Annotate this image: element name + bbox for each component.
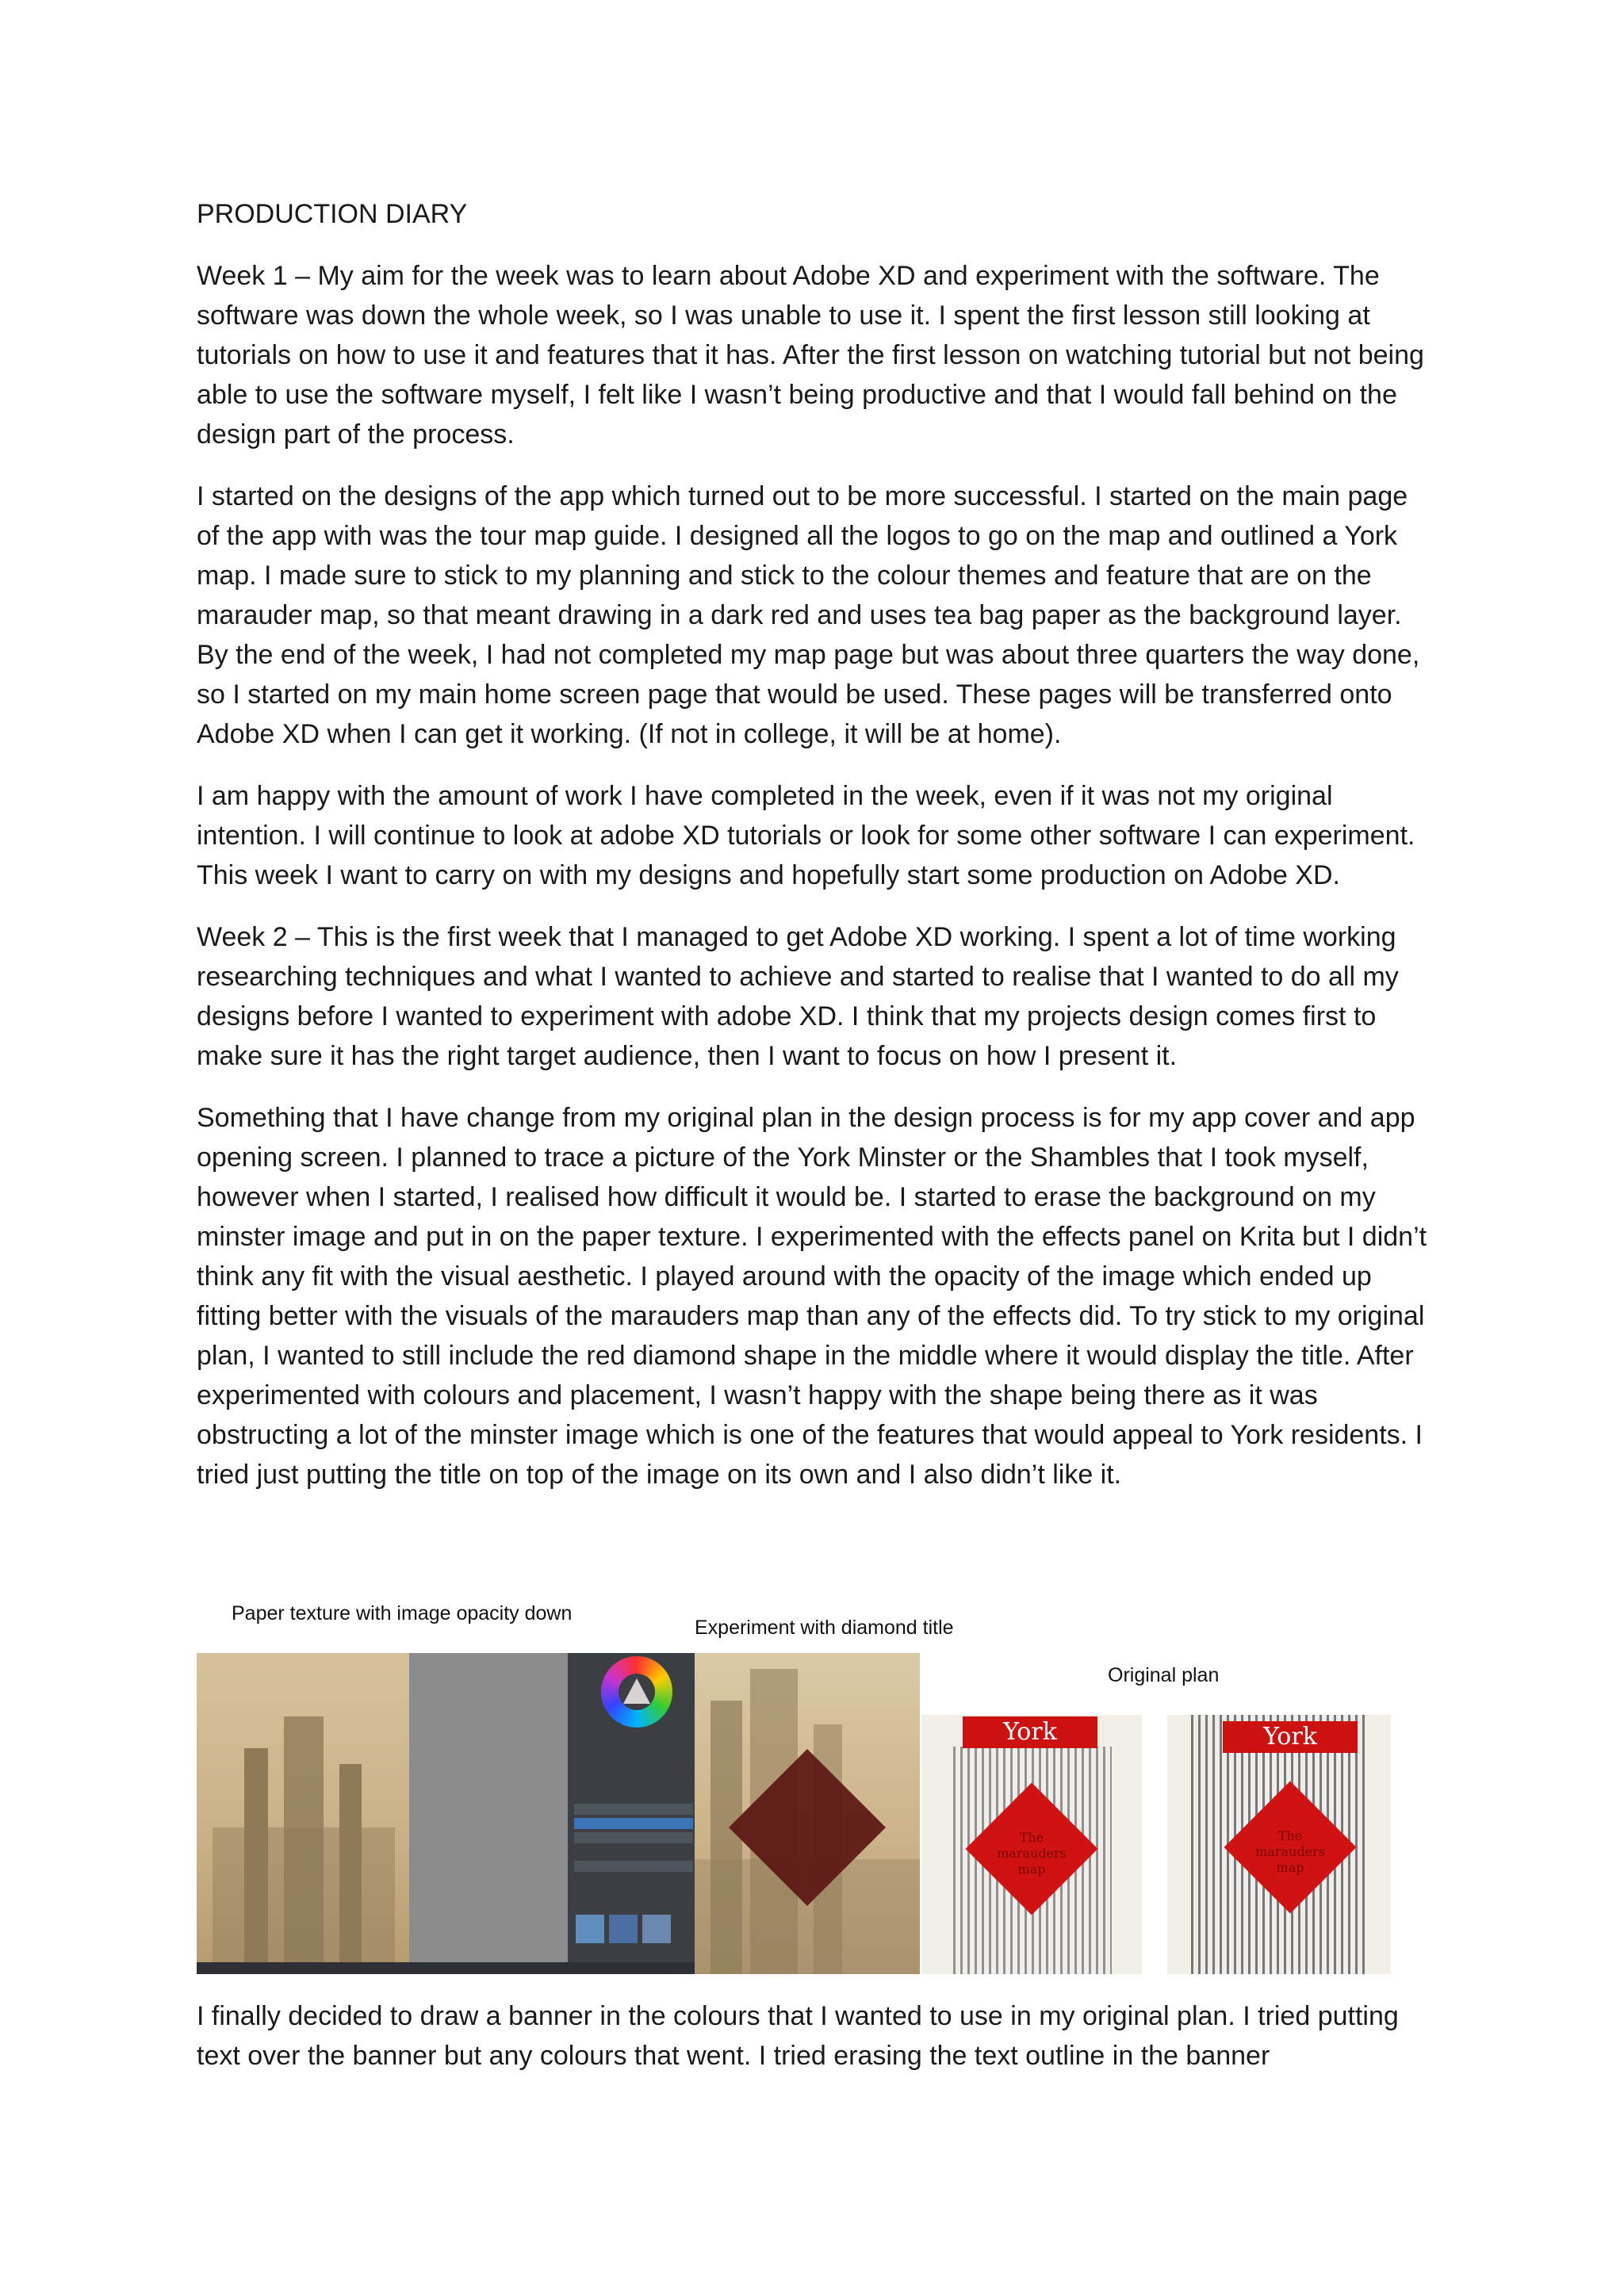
original-plan-image-2 — [1167, 1715, 1391, 1974]
body-text-top — [197, 256, 1434, 1517]
minster-canvas — [197, 1653, 409, 1962]
caption-original-plan: Original plan — [1108, 1664, 1220, 1686]
krita-screenshot-image — [197, 1653, 695, 1974]
paragraph-plan-change: Something that I have change from my original plan in the design process is for my app cover and app opening screen. I planned to trace a picture of the York Minster or the Shambles that I took myself, however when I started, I realised how difficult it would be. I started to erase the background on my minster image and put in on the paper texture. I experimented with the effects panel on Krita but I didn’t think any fit with the visual aesthetic. I played around with the opacity of the image which ended up fitting better with the visuals of the marauders map than any of the effects did. To try stick to my original plan, I wanted to still include the red diamond shape in the middle where it would display the title. After experimented with colours and placement, I wasn’t happy with the shape being there as it was obstructing a lot of the minster image which is one of the features that would appeal to York residents. I tried just putting the title on top of the image on its own and I also didn’t like it. — [197, 1103, 1427, 1490]
diamond-experiment-image — [695, 1653, 920, 1974]
paragraph-week2-intro: Week 2 – This is the first week that I managed to get Adobe XD working. I spent a lot of time working researching techniques and what I wanted to achieve and started to realise that I wanted to do all my designs before I wanted to experiment with adobe XD. I think that my projects design comes first to make sure it has the right target audience, then I want to focus on how I present it. — [197, 922, 1399, 1071]
paragraph-week1-intro: Week 1 – My aim for the week was to learn about Adobe XD and experiment with the software. The software was down the whole week, so I was unable to use it. I spent the first lesson still looking at tutorials on how to use it and features that it has. After the first lesson on watching tutorial but not being able to use the software myself, I felt like I wasn’t being productive and that I would fall behind on the design part of the process. — [197, 261, 1424, 450]
york-banner: York — [1223, 1721, 1358, 1753]
diamond-title-text: The marauders map — [997, 1830, 1067, 1877]
body-text-bottom — [197, 1996, 1434, 2098]
paragraph-designs: I started on the designs of the app which turned out to be more successful. I started on the main page of the app with was the tour map guide. I designed all the logos to go on the map and outlined a York map. I made sure to stick to my planning and stick to the colour themes and feature that are on the marauder map, so that meant drawing in a dark red and uses tea bag paper as the background layer. By the end of the week, I had not completed my map page but was about three quarters the way done, so I started on my main home screen page that would be used. These pages will be transferred onto Adobe XD when I can get it working. (If not in college, it will be at home). — [197, 481, 1420, 749]
page-title: PRODUCTION DIARY — [197, 199, 468, 229]
paragraph-reflection: I am happy with the amount of work I have completed in the week, even if it was not my original intention. I will continue to look at adobe XD tutorials or look for some other software I can experiment. This week I want to carry on with my designs and hopefully start some production on Adobe XD. — [197, 781, 1415, 890]
caption-paper-texture: Paper texture with image opacity down — [232, 1602, 573, 1624]
original-plan-image-1 — [921, 1715, 1142, 1974]
diamond-title-text: The marauders map — [1255, 1828, 1325, 1875]
paragraph-banner: I finally decided to draw a banner in the colours that I wanted to use in my original plan. I tried putting text over the banner but any colours that went. I tried erasing the text outline in the banner — [197, 2001, 1399, 2071]
caption-diamond-title: Experiment with diamond title — [695, 1617, 954, 1639]
york-banner: York — [963, 1716, 1097, 1748]
